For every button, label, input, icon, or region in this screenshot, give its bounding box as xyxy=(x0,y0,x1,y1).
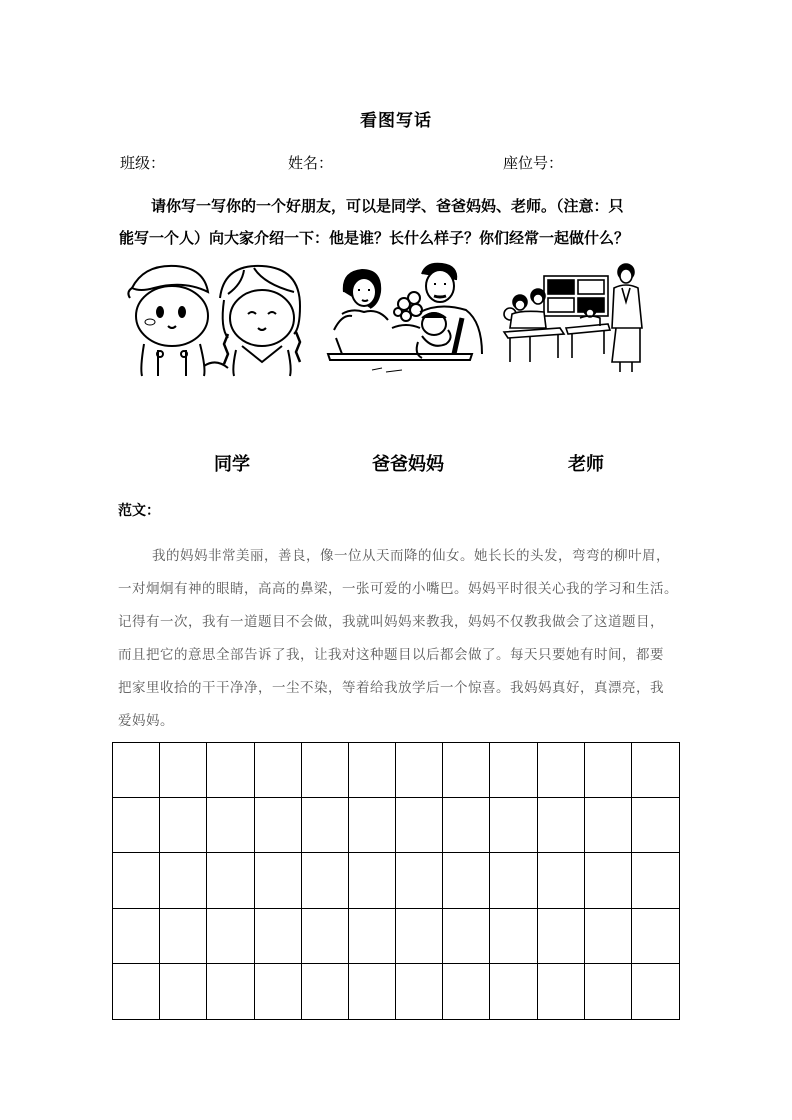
writing-grid-cell[interactable] xyxy=(255,909,302,964)
writing-grid-cell[interactable] xyxy=(349,798,396,853)
writing-grid-cell[interactable] xyxy=(207,853,254,908)
writing-grid-cell[interactable] xyxy=(396,909,443,964)
writing-grid-cell[interactable] xyxy=(632,909,679,964)
writing-grid-cell[interactable] xyxy=(632,964,679,1019)
writing-grid-cell[interactable] xyxy=(160,964,207,1019)
writing-grid-cell[interactable] xyxy=(443,909,490,964)
writing-grid-cell[interactable] xyxy=(443,743,490,798)
sample-essay-label: 范文： xyxy=(118,503,160,519)
classmates-illustration-icon xyxy=(124,258,306,378)
prompt-line-2: 能写一个人）向大家介绍一下：他是谁？长什么样子？你们经常一起做什么？ xyxy=(119,229,630,247)
writing-grid-cell[interactable] xyxy=(585,909,632,964)
writing-grid-cell[interactable] xyxy=(490,909,537,964)
writing-grid-cell[interactable] xyxy=(302,743,349,798)
writing-grid[interactable] xyxy=(112,742,680,1020)
writing-grid-cell[interactable] xyxy=(160,798,207,853)
caption-parents: 爸爸妈妈 xyxy=(372,454,444,475)
writing-grid-cell[interactable] xyxy=(585,964,632,1019)
writing-grid-cell[interactable] xyxy=(302,964,349,1019)
sample-line: 而且把它的意思全部告诉了我，让我对这种题目以后都会做了。每天只要她有时间，都要 xyxy=(118,647,664,663)
class-label: 班级： xyxy=(120,154,166,172)
writing-grid-cell[interactable] xyxy=(207,964,254,1019)
writing-grid-cell[interactable] xyxy=(396,743,443,798)
writing-grid-cell[interactable] xyxy=(538,964,585,1019)
writing-grid-cell[interactable] xyxy=(443,964,490,1019)
sample-line: 把家里收拾的干干净净，一尘不染，等着给我放学后一个惊喜。我妈妈真好，真漂亮，我 xyxy=(118,680,664,696)
writing-grid-cell[interactable] xyxy=(160,909,207,964)
sample-line: 我的妈妈非常美丽，善良，像一位从天而降的仙女。她长长的头发，弯弯的柳叶眉， xyxy=(152,548,670,564)
writing-grid-cell[interactable] xyxy=(585,743,632,798)
sample-line: 一对炯炯有神的眼睛，高高的鼻梁，一张可爱的小嘴巴。妈妈平时很关心我的学习和生活。 xyxy=(118,581,678,597)
writing-grid-cell[interactable] xyxy=(113,798,160,853)
writing-grid-cell[interactable] xyxy=(255,964,302,1019)
writing-grid-cell[interactable] xyxy=(443,853,490,908)
sample-line: 记得有一次，我有一道题目不会做，我就叫妈妈来教我，妈妈不仅教我做会了这道题目， xyxy=(118,614,664,630)
writing-grid-cell[interactable] xyxy=(349,743,396,798)
writing-grid-cell[interactable] xyxy=(160,743,207,798)
writing-grid-cell[interactable] xyxy=(207,909,254,964)
writing-grid-cell[interactable] xyxy=(632,743,679,798)
writing-grid-cell[interactable] xyxy=(632,798,679,853)
writing-grid-cell[interactable] xyxy=(302,909,349,964)
writing-grid-cell[interactable] xyxy=(113,964,160,1019)
writing-grid-cell[interactable] xyxy=(490,743,537,798)
prompt-line-1: 请你写一写你的一个好朋友，可以是同学、爸爸妈妈、老师。（注意：只 xyxy=(151,197,624,215)
writing-grid-cell[interactable] xyxy=(160,853,207,908)
writing-grid-cell[interactable] xyxy=(538,909,585,964)
page-title: 看图写话 xyxy=(360,111,432,131)
writing-grid-cell[interactable] xyxy=(349,909,396,964)
writing-grid-cell[interactable] xyxy=(349,853,396,908)
writing-grid-cell[interactable] xyxy=(113,909,160,964)
writing-grid-cell[interactable] xyxy=(490,798,537,853)
writing-grid-cell[interactable] xyxy=(443,798,490,853)
writing-grid-cell[interactable] xyxy=(490,853,537,908)
writing-grid-cell[interactable] xyxy=(632,853,679,908)
writing-grid-cell[interactable] xyxy=(302,853,349,908)
writing-grid-cell[interactable] xyxy=(349,964,396,1019)
writing-grid-cell[interactable] xyxy=(585,798,632,853)
sample-essay xyxy=(118,540,678,738)
writing-grid-cell[interactable] xyxy=(396,964,443,1019)
writing-grid-cell[interactable] xyxy=(396,798,443,853)
writing-grid-cell[interactable] xyxy=(538,743,585,798)
caption-classmate: 同学 xyxy=(214,454,250,475)
writing-grid-cell[interactable] xyxy=(585,853,632,908)
writing-grid-cell[interactable] xyxy=(490,964,537,1019)
writing-grid-cell[interactable] xyxy=(538,798,585,853)
writing-grid-cell[interactable] xyxy=(113,853,160,908)
writing-grid-cell[interactable] xyxy=(255,798,302,853)
teacher-classroom-illustration-icon xyxy=(500,258,648,378)
writing-grid-cell[interactable] xyxy=(113,743,160,798)
writing-grid-cell[interactable] xyxy=(396,853,443,908)
parents-illustration-icon xyxy=(322,258,492,378)
caption-teacher: 老师 xyxy=(568,454,604,475)
writing-grid-cell[interactable] xyxy=(538,853,585,908)
name-label: 姓名： xyxy=(288,154,334,172)
writing-grid-cell[interactable] xyxy=(255,743,302,798)
writing-grid-cell[interactable] xyxy=(207,743,254,798)
seat-number-label: 座位号： xyxy=(503,154,564,172)
writing-grid-cell[interactable] xyxy=(302,798,349,853)
writing-prompt xyxy=(119,190,679,254)
writing-grid-cell[interactable] xyxy=(255,853,302,908)
writing-grid-cell[interactable] xyxy=(207,798,254,853)
sample-line: 爱妈妈。 xyxy=(118,713,174,729)
